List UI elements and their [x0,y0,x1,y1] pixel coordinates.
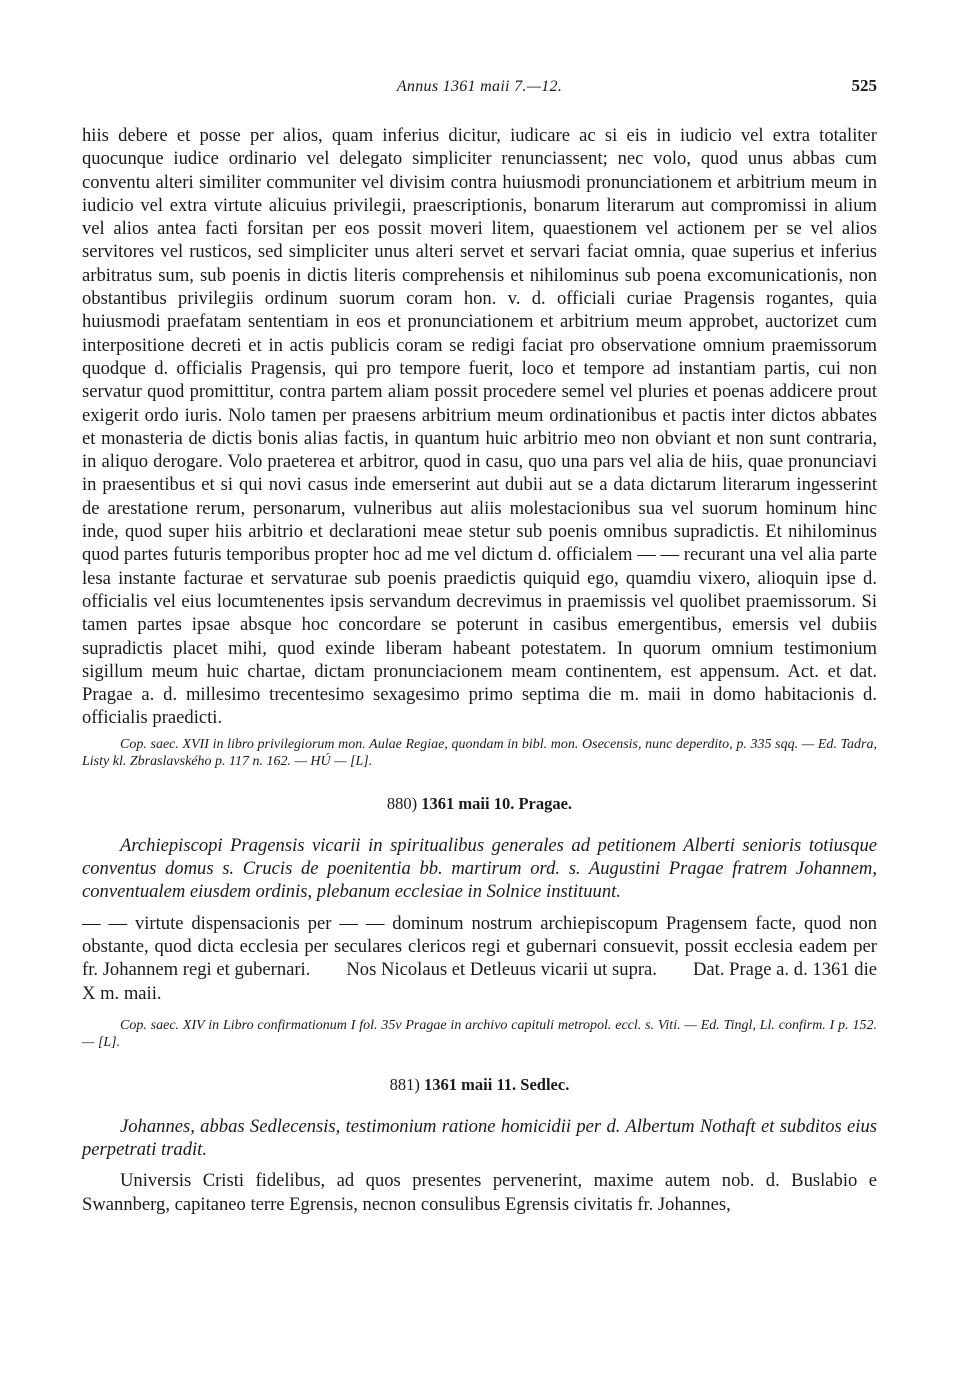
running-title: Annus 1361 maii 7.—12. [396,78,563,95]
document-text-part: — — virtute dispensacionis per — — dominum nostrum archiepiscopum Pragensem facte, quod non obstante, quod dicta ecclesia per seculares clericos regi et gubernari consuevit, possit ecclesia eadem per fr. Johannem regi et gubernari. [82,912,877,981]
document-number: 880) [386,793,418,813]
document-text-part: Dat. Prage a. d. 1361 die X m. maii. [82,959,877,1004]
document-text-part: Nos Nicolaus et Detleuus vicarii ut supra. [346,959,657,981]
page-number: 525 [851,76,877,95]
source-note: Cop. saec. XIV in Libro confirmationum I fol. 35v Pragae in archivo capituli metropol. eccl. s. Viti. — Ed. Tingl, Ll. confirm. I p. 152. — [L]. [82,1017,877,1050]
regest: Archiepiscopi Pragensis vicarii in spiritualibus generales ad petitionem Alberti senioris totiusque conventus domus s. Crucis de poenitentia bb. martirum ord. s. Augustini Pragae fratrem Johannem, conventualem eiusdem ordinis, plebanum ecclesiae in Solnice instituunt. [82,834,877,903]
document-text: Universis Cristi fidelibus, ad quos presentes pervenerint, maxime autem nob. d. Buslabio e Swannberg, capitaneo terre Egrensis, necnon consulibus Egrensis civitatis fr. Johannes, [82,1170,877,1215]
source-note: Cop. saec. XVII in libro privilegiorum mon. Aulae Regiae, quondam in bibl. mon. Osecensis, nunc deperdito, p. 335 sqq. — Ed. Tadra, Listy kl. Zbraslavského p. 117 n. 162. — HÚ — [L]. [82,736,877,769]
document-date: 1361 maii 10. Pragae. [421,793,573,813]
document-number: 881) [389,1074,420,1094]
document-date: 1361 maii 11. Sedlec. [424,1074,570,1094]
page-body [82,124,877,1228]
regest: Johannes, abbas Sedlecensis, testimonium ratione homicidii per d. Albertum Nothaft et subditos eius perpetrati tradit. [82,1115,877,1161]
continuation-text: hiis debere et posse per alios, quam inferius dicitur, iudicare ac si eis in iudicio vel extra totaliter quocunque iudice ordinario vel delegato simpliciter renunciassent; nec volo, quod unus abbas cum conventu alteri similiter communiter vel divisim contra huiusmodi pronunciationem et arbitrium meum in iudicio vel extra virtute alicuius privilegii, praescriptionis, bonarum literarum aut compromissi in alium vel alios antea facti forsitan per eos possit moveri litem, quaestionem vel actionem per se vel alios servitores vel rusticos, sed simpliciter unus alteri servet et servari faciat omnia, quae superius et inferius arbitratus sum, sub poenis in dictis literis comprehensis et nihilominus sub poena excomunicationis, non obstantibus privilegiis ordinum suorum coram hon. v. d. officiali curiae Pragensis rogantes, quia huiusmodi praefatam sententiam in eos et pronunciationem et arbitrium meum approbet, auctorizet cum interpositione decreti et in actis publicis coram se redigi faciat pro observatione omnium praemissorum quodque d. officialis Pragensis, qui pro tempore fuerit, loco et tempore ad instantiam partis, cui non servatur quod promittitur, contra partem aliam possit procedere semel vel pluries et poenas addicere prout exigerit ordo iuris. Nolo tamen per praesens arbitrium meum ordinationibus et pactis inter dictos abbates et monasteria de dictis bonis alias factis, in quantum huic arbitrio meo non obviant et non sunt contraria, in aliquo derogare. Volo praeterea et arbitror, quod in casu, quo una pars vel alia de hiis, quae pronunciavi in praesentibus et si qui novi casus inde emerserint aut dubii aut se a data dictarum literarum ingesserint de arestatione rerum, personarum, vulneribus aut aliis molestacionibus sua vel suorum hominum hinc inde, quod super hiis arbitrio et declarationi meae stetur sub poenis omnibus supradictis. Et nihilominus quod partes futuris temporibus propter hoc ad me vel dictum d. officialem — — recurant una vel alia parte lesa instante facturae et servaturae sub poenis praedictis quiquid ego, quamdiu vixero, alioquin ipse d. officialis vel eius locumtenentes ipsis servandum decrevimus in praemissis vel quolibet praemissorum. Si tamen partes ipsae absque hoc concordare se poterunt in casibus emergentibus, emersis vel dubiis supradictis placet mihi, quod exinde liberam habeant potestatem. In quorum omnium testimonium sigillum meum huic chartae, dictam pronunciacionem meam continentem, est appensum. Act. et dat. Pragae a. d. millesimo trecentesimo sexagesimo primo septima die m. maii in domo habitacionis d. officialis praedicti. [82,125,877,729]
document-text [82,912,877,1005]
running-head [82,78,877,104]
document-heading [82,794,877,814]
document-heading [82,1075,877,1095]
